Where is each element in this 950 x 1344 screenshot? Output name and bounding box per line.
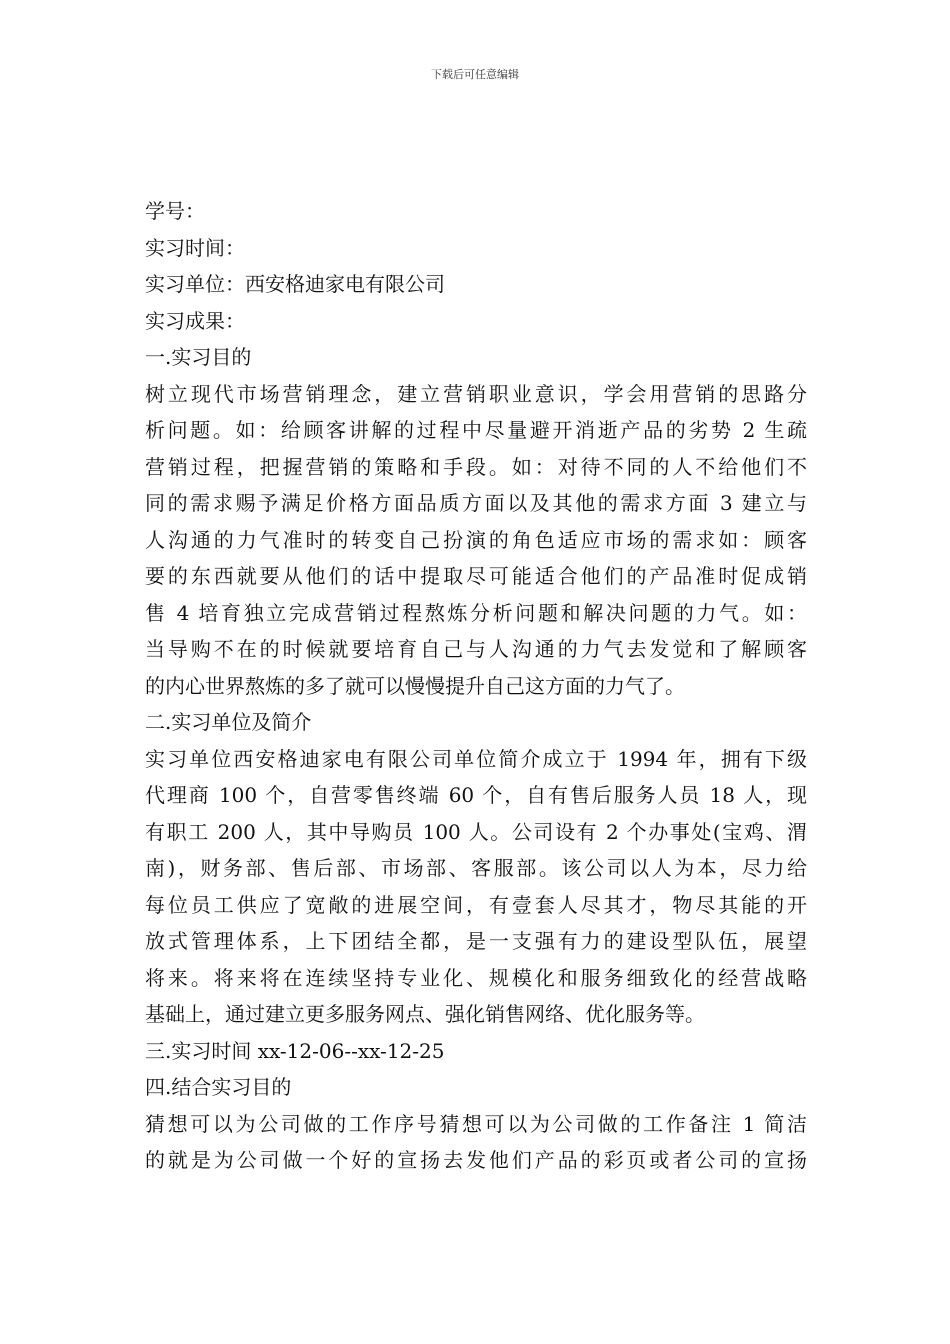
- paragraph-line: 基础上，通过建立更多服务网点、强化销售网络、优化服务等。: [145, 1002, 705, 1026]
- paragraph-line: 的内心世界熬炼的多了就可以慢慢提升自己这方面的力气了。: [145, 673, 685, 698]
- intern-unit-field: 实习单位：西安格迪家电有限公司: [145, 272, 445, 296]
- student-id-field: 学号：: [145, 199, 205, 223]
- section-1-paragraph: [145, 376, 807, 705]
- section-4-heading: 四.结合实习目的: [145, 1075, 292, 1099]
- paragraph-line: 要的东西就要从他们的话中提取尽可能适合他们的产品准时促成销: [145, 564, 807, 588]
- paragraph-line: 售 4 培育独立完成营销过程熬炼分析问题和解决问题的力气。如：: [145, 600, 807, 625]
- paragraph-line: 实习单位西安格迪家电有限公司单位简介成立于 1994 年，拥有下级: [145, 746, 807, 771]
- paragraph-line: 同的需求赐予满足价格方面品质方面以及其他的需求方面 3 建立与: [145, 491, 807, 515]
- section-2-heading: 二.实习单位及简介: [145, 710, 312, 734]
- paragraph-line: 有职工 200 人，其中导购员 100 人。公司设有 2 个办事处(宝鸡、渭: [145, 819, 807, 844]
- paragraph-line: 南)，财务部、售后部、市场部、客服部。该公司以人为本，尽力给: [145, 856, 807, 880]
- intern-result-field: 实习成果：: [145, 308, 245, 333]
- document-body: [145, 193, 807, 1179]
- paragraph-line: 营销过程，把握营销的策略和手段。如：对待不同的人不给他们不: [145, 454, 807, 479]
- paragraph-line: 当导购不在的时候就要培育自己与人沟通的力气去发觉和了解顾客: [145, 637, 807, 661]
- paragraph-line: 代理商 100 个，自营零售终端 60 个，自有售后服务人员 18 人，现: [145, 783, 807, 807]
- paragraph-line: 猜想可以为公司做的工作序号猜想可以为公司做的工作备注 1 简洁: [145, 1111, 807, 1136]
- paragraph-line: 放式管理体系，上下团结全都，是一支强有力的建设型队伍，展望: [145, 929, 807, 953]
- paragraph-line: 树立现代市场营销理念，建立营销职业意识，学会用营销的思路分: [145, 381, 807, 406]
- paragraph-line: 析问题。如：给顾客讲解的过程中尽量避开消逝产品的劣势 2 生疏: [145, 418, 807, 442]
- page-header-note: 下载后可任意编辑: [431, 68, 519, 81]
- section-4-paragraph: [145, 1106, 807, 1179]
- paragraph-line: 每位员工供应了宽敞的进展空间，有壹套人尽其才，物尽其能的开: [145, 892, 807, 917]
- section-3-heading: 三.实习时间 xx-12-06--xx-12-25: [145, 1038, 445, 1063]
- section-2-paragraph: [145, 741, 807, 1033]
- paragraph-line: 人沟通的力气准时的转变自己扮演的角色适应市场的需求如：顾客: [145, 527, 807, 552]
- paragraph-line: 将来。将来将在连续坚持专业化、规模化和服务细致化的经营战略: [145, 965, 807, 990]
- section-1-heading: 一.实习目的: [145, 345, 252, 369]
- paragraph-line: 的就是为公司做一个好的宣扬去发他们产品的彩页或者公司的宣扬: [145, 1148, 807, 1172]
- intern-time-field: 实习时间：: [145, 235, 245, 260]
